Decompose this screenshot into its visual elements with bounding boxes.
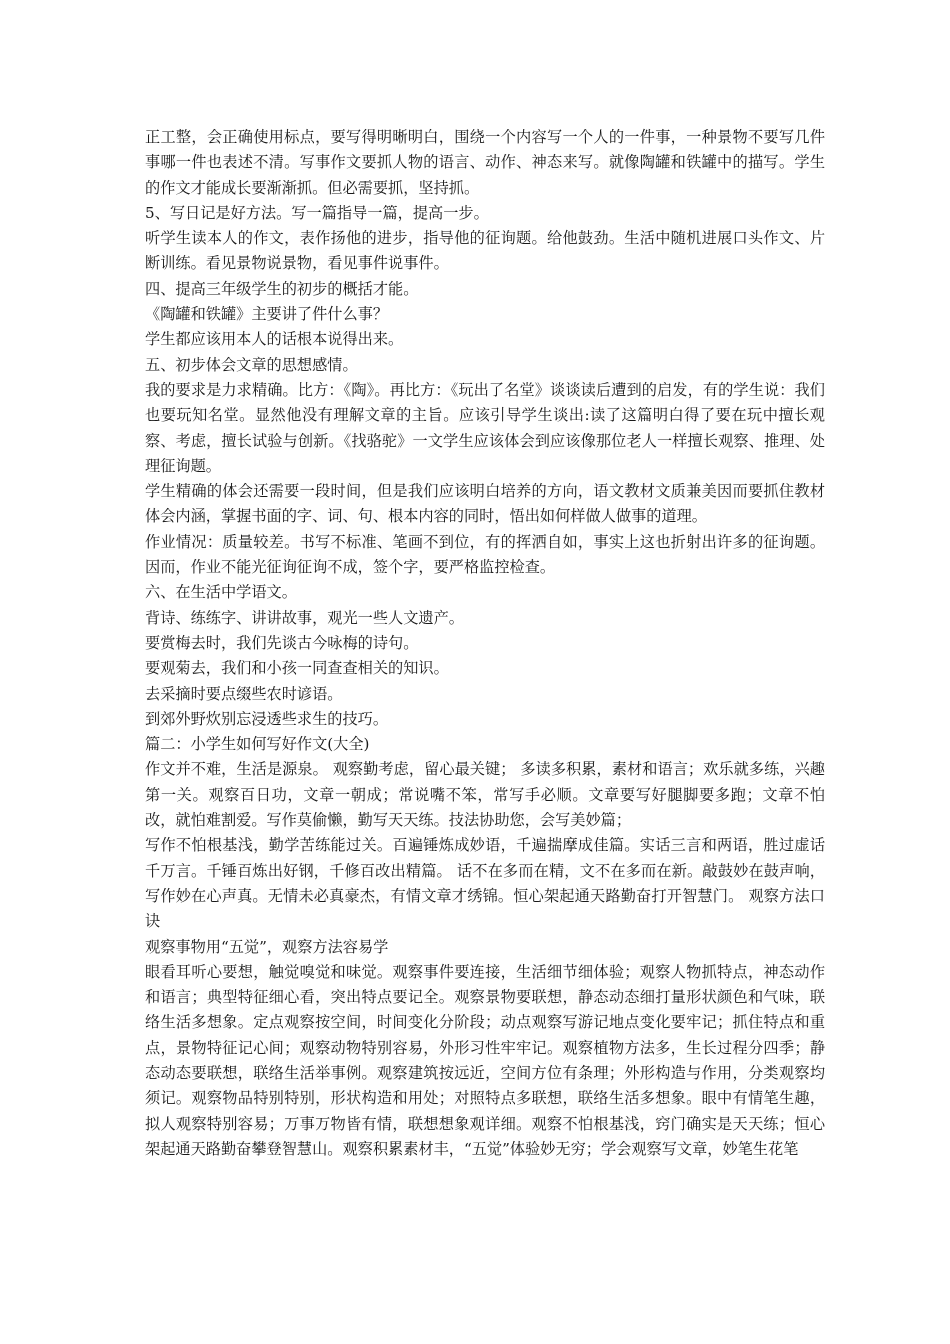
section-heading: 六、在生活中学语文。 [145,583,297,602]
section-heading: 四、提高三年级学生的初步的概括才能。 [145,279,419,298]
paragraph: 背诗、练练字、讲讲故事，观光一些人文遗产。 [145,608,464,627]
paragraph: 正工整，会正确使用标点，要写得明晰明白，围绕一个内容写一个人的一件事，一种景物不要写几件事哪一件也表述不清。写事作文要抓人物的语言、动作、神态来写。就像陶罐和铁罐中的描写。学生的作文才能成长要渐渐抓。但必需要抓，坚持抓。 [145,128,825,197]
paragraph: 学生精确的体会还需要一段时间，但是我们应该明白培养的方向，语文教材文质兼美因而要抓住教材体会内涵，掌握书面的字、词、句、根本内容的同时，悟出如何样做人做事的道理。 [145,482,825,526]
paragraph: 要观菊去，我们和小孩一同查查相关的知识。 [145,659,449,678]
document-body [145,125,825,1162]
paragraph: 到郊外野炊别忘浸透些求生的技巧。 [145,709,388,728]
article-title: 篇二：小学生如何写好作文(大全) [145,735,370,754]
paragraph: 《陶罐和铁罐》主要讲了件什么事？ [145,305,388,324]
paragraph: 作业情况：质量较差。书写不标准、笔画不到位，有的挥洒自如，事实上这也折射出许多的征询题。因而，作业不能光征询征询不成，签个字，要严格监控检查。 [145,532,825,577]
paragraph: 作文并不难，生活是源泉。 观察勤考虑，留心最关键； 多读多积累，素材和语言；欢乐就多练，兴趣第一关。观察百日功，文章一朝成；常说嘴不笨，常写手必顺。文章要写好腿脚要多跑；文章不怕改，就怕难割爱。写作莫偷懒，勤写天天练。技法协助您，会写美妙篇； [145,760,825,830]
paragraph: 写作不怕根基浅，勤学苦练能过关。百遍锤炼成妙语，千遍揣摩成佳篇。实话三言和两语，胜过虚话千万言。千锤百炼出好钢，千修百改出精篇。 话不在多而在精，文不在多而在新。敲鼓妙在鼓声响，写作妙在心声真。无情未必真豪杰，有情文章才绣锦。恒心架起通天路勤奋打开智慧门。 观察方法口诀 [145,836,825,931]
paragraph: 观察事物用“五觉”，观察方法容易学 [145,937,389,956]
paragraph: 5、写日记是好方法。写一篇指导一篇，提高一步。 [145,203,489,222]
paragraph: 学生都应该用本人的话根本说得出来。 [145,330,404,349]
paragraph: 我的要求是力求精确。比方：《陶》。再比方：《玩出了名堂》谈谈读后遭到的启发，有的学生说：我们也要玩知名堂。显然他没有理解文章的主旨。应该引导学生谈出:读了这篇明白得了要在玩中擅长观察、考虑，擅长试验与创新。《找骆驼》一文学生应该体会到应该像那位老人一样擅长观察、推理、处理征询题。 [145,380,825,475]
section-heading: 五、初步体会文章的思想感情。 [145,355,358,374]
paragraph: 去采摘时要点缀些农时谚语。 [145,684,343,703]
paragraph: 听学生读本人的作文，表作扬他的进步，指导他的征询题。给他鼓劲。生活中随机进展口头作文、片断训练。看见景物说景物，看见事件说事件。 [145,229,825,273]
paragraph: 要赏梅去时，我们先谈古今咏梅的诗句。 [145,633,419,652]
paragraph: 眼看耳听心要想，触觉嗅觉和味觉。观察事件要连接，生活细节细体验；观察人物抓特点，神态动作和语言；典型特征细心看，突出特点要记全。观察景物要联想，静态动态细打量形状颜色和气味，联络生活多想象。定点观察按空间，时间变化分阶段；动点观察写游记地点变化要牢记；抓住特点和重点，景物特征记心间；观察动物特别容易，外形习性牢牢记。观察植物方法多，生长过程分四季；静态动态要联想，联络生活举事例。观察建筑按远近，空间方位有条理；外形构造与作用，分类观察均须记。观察物品特别特别，形状构造和用处；对照特点多联想，联络生活多想象。眼中有情笔生趣，拟人观察特别容易；万事万物皆有情，联想想象观详细。观察不怕根基浅，窍门确实是天天练；恒心架起通天路勤奋攀登智慧山。观察积累素材丰，“五觉”体验妙无穷；学会观察写文章，妙笔生花笔 [145,962,825,1158]
